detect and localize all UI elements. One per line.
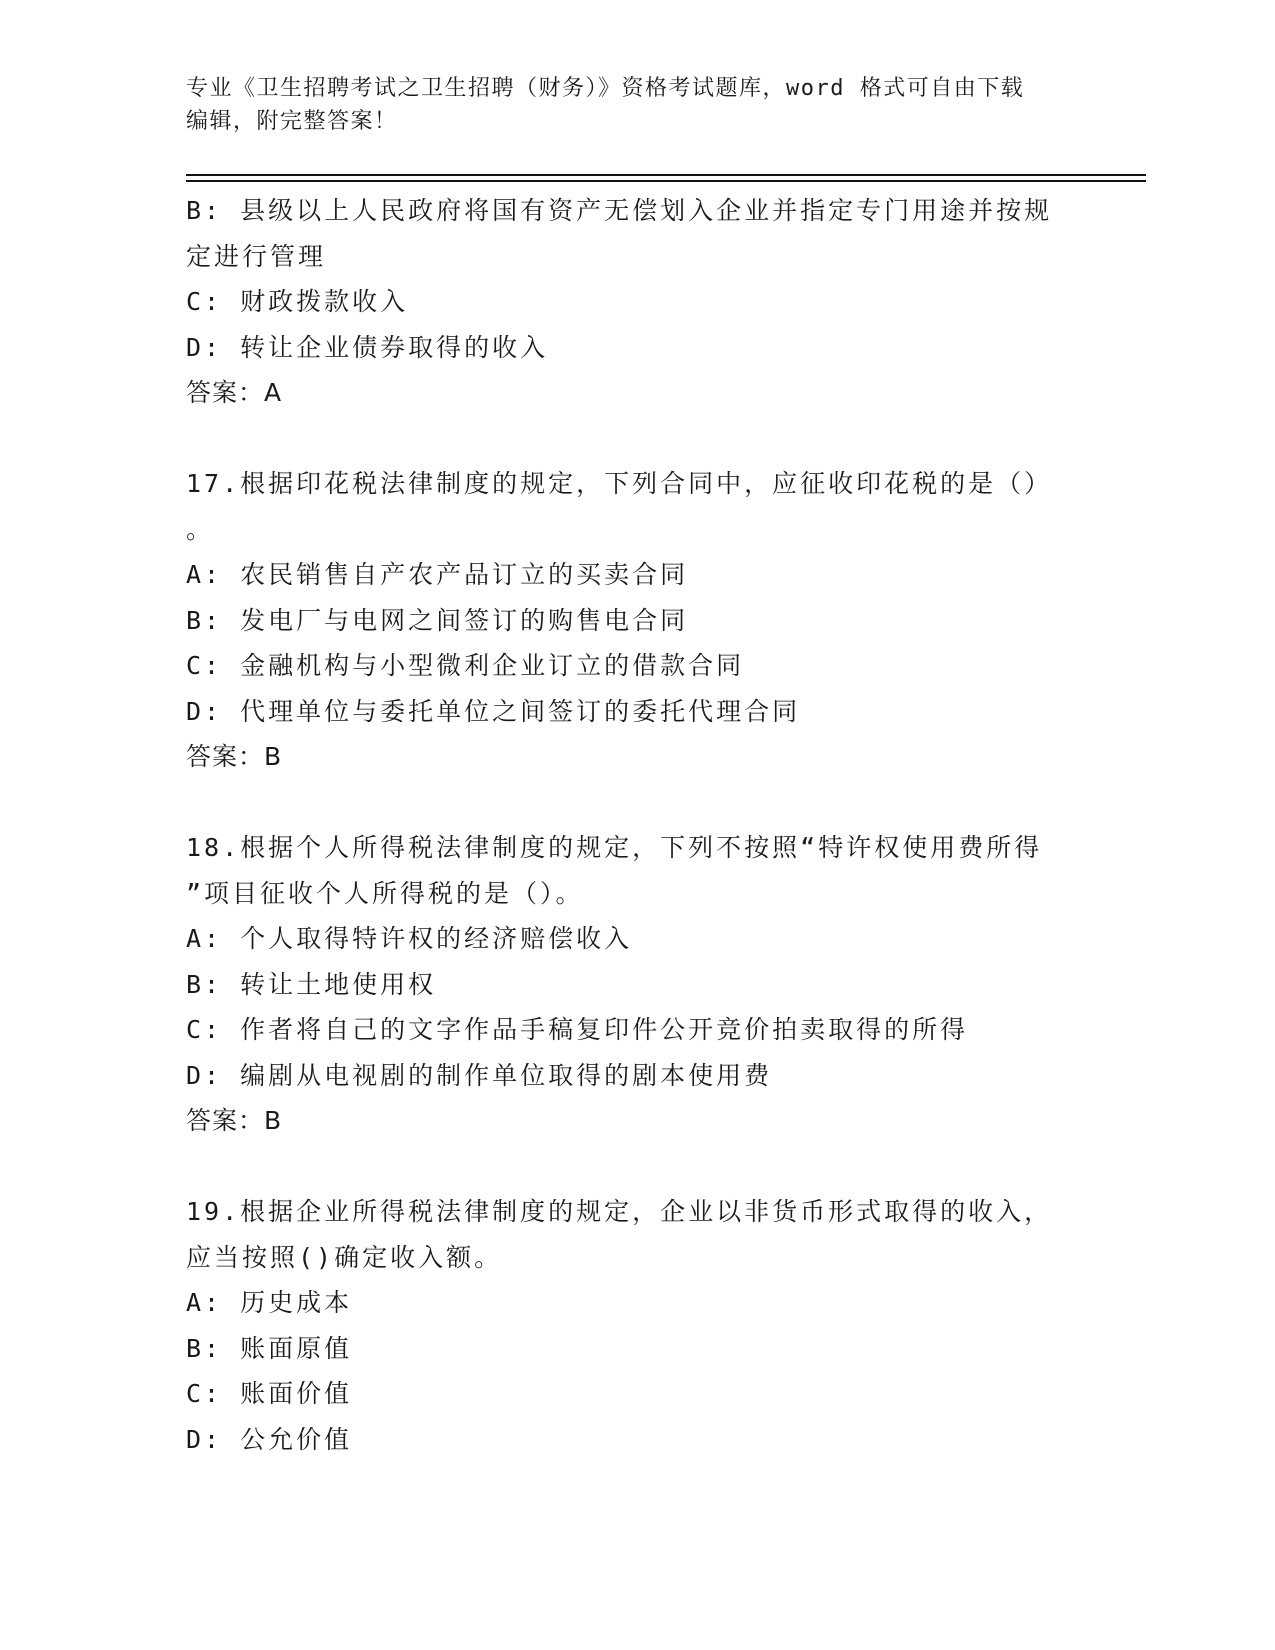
question-16-tail	[186, 188, 1066, 416]
spacer	[186, 780, 1066, 826]
question-17	[186, 461, 1066, 780]
option-d: D: 代理单位与委托单位之间签订的委托代理合同	[186, 696, 801, 726]
option-b: B: 发电厂与电网之间签订的购售电合同	[186, 605, 689, 635]
question-stem-line-2: 应当按照()确定收入额。	[186, 1242, 503, 1272]
option-a: A: 个人取得特许权的经济赔偿收入	[186, 924, 633, 953]
header-divider-top	[186, 174, 1146, 176]
answer: 答案：A	[186, 378, 283, 407]
option-d: D: 编剧从电视剧的制作单位取得的剧本使用费	[186, 1060, 773, 1090]
option-a: A: 农民销售自产农产品订立的买卖合同	[186, 560, 689, 589]
spacer	[186, 1144, 1066, 1190]
option-b-line-2: 定进行管理	[186, 241, 327, 271]
header-line-1: 专业《卫生招聘考试之卫生招聘（财务）》资格考试题库，word 格式可自由下载	[186, 76, 1025, 101]
option-c: C: 账面价值	[186, 1379, 353, 1408]
option-d: D: 转让企业债券取得的收入	[186, 332, 549, 362]
option-c: C: 金融机构与小型微利企业订立的借款合同	[186, 651, 745, 680]
answer: 答案：B	[186, 1106, 283, 1135]
option-b: B: 转让土地使用权	[186, 969, 437, 999]
question-stem-line-2: ”项目征收个人所得税的是（）。	[186, 878, 584, 908]
document-header	[186, 72, 1066, 138]
option-c: C: 财政拨款收入	[186, 287, 409, 316]
question-stem-line-2: 。	[186, 514, 215, 544]
option-b: B: 账面原值	[186, 1333, 353, 1363]
question-18	[186, 825, 1066, 1144]
answer: 答案：B	[186, 742, 283, 771]
header-divider-bottom	[186, 180, 1146, 182]
document-page	[186, 0, 1146, 1650]
question-19	[186, 1189, 1066, 1462]
question-stem-line-1: 18.根据个人所得税法律制度的规定，下列不按照“特许权使用费所得	[186, 833, 1043, 862]
header-line-2: 编辑，附完整答案！	[186, 109, 398, 134]
question-list	[186, 188, 1066, 1462]
option-c: C: 作者将自己的文字作品手稿复印件公开竞价拍卖取得的所得	[186, 1015, 969, 1044]
option-a: A: 历史成本	[186, 1288, 353, 1317]
option-d: D: 公允价值	[186, 1424, 353, 1454]
question-stem-line-1: 17.根据印花税法律制度的规定，下列合同中，应征收印花税的是（）	[186, 469, 1053, 498]
question-stem-line-1: 19.根据企业所得税法律制度的规定，企业以非货币形式取得的收入，	[186, 1197, 1053, 1226]
spacer	[186, 416, 1066, 462]
option-b-line-1: B: 县级以上人民政府将国有资产无偿划入企业并指定专门用途并按规	[186, 196, 1053, 225]
